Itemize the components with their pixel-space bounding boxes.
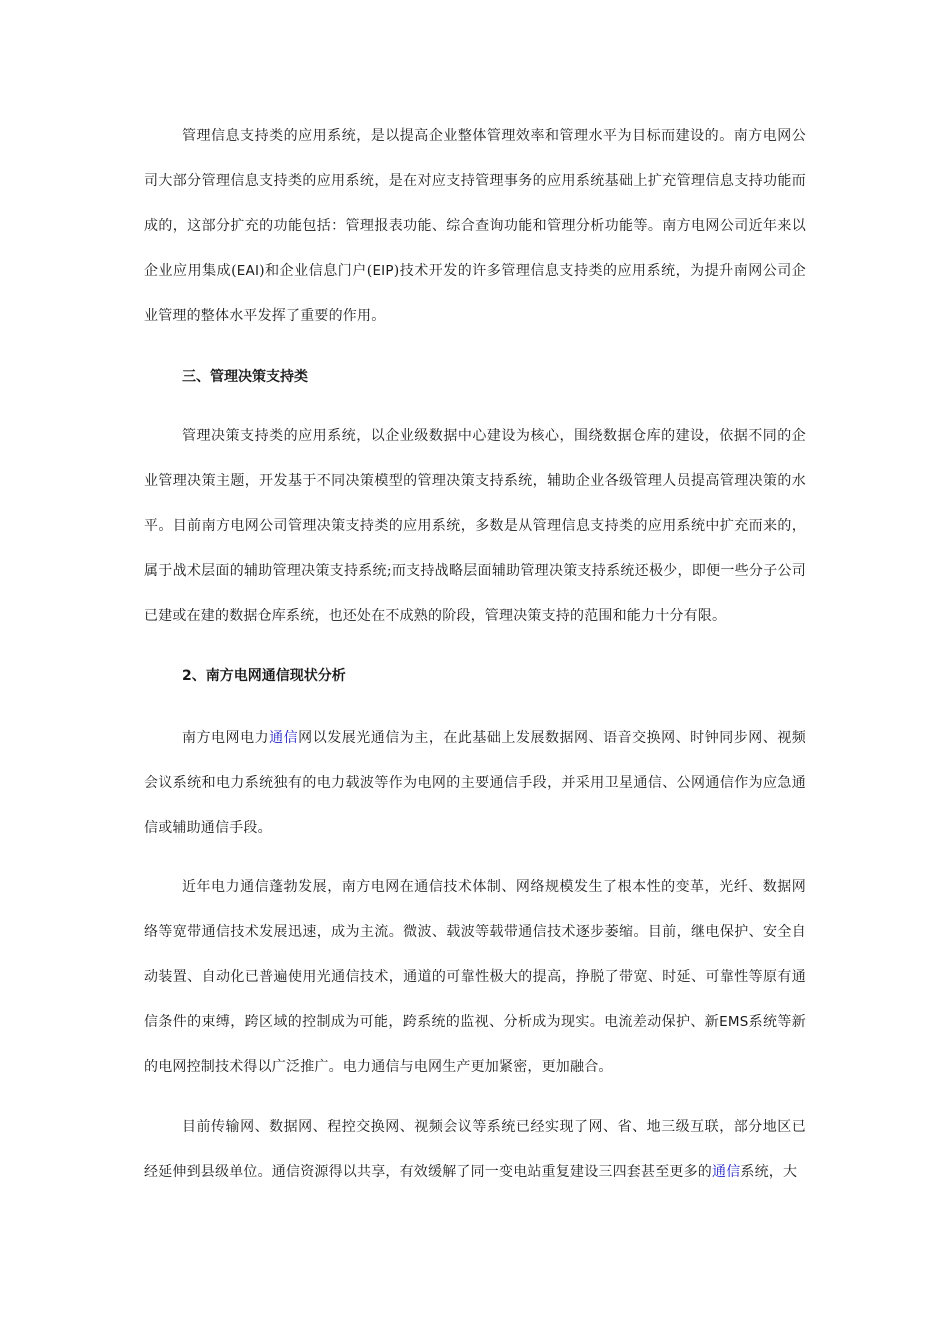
paragraph-text: 近年电力通信蓬勃发展，南方电网在通信技术体制、网络规模发生了根本性的变革，光纤、数据网络等宽带通信技术发展迅速，成为主流。微波、载波等载带通信技术逐步萎缩。目前，继电保护、安全自动装置、自动化已普遍使用光通信技术，通道的可靠性极大的提高，挣脱了带宽、时延、可靠性等原有通信条件的束缚，跨区域的控制成为可能，跨系统的监视、分析成为现实。电流差动保护、新 bbox=[144, 879, 806, 1030]
paragraph-text: )和企业信息门户( bbox=[259, 263, 373, 279]
paragraph-communication-development bbox=[144, 865, 806, 1090]
section-heading-communication-analysis: 2、南方电网通信现状分析 bbox=[182, 668, 346, 684]
section-heading-decision-support: 三、管理决策支持类 bbox=[182, 369, 308, 385]
paragraph-text: 系统等新的电网控制技术得以广泛推广。电力通信与电网生产更加紧密，更加融合。 bbox=[144, 1014, 806, 1075]
paragraph-text: 网以发展光通信为主，在此基础上发展数据网、语音交换网、时钟同步网、视频会议系统和电力系统独有的电力载波等作为电网的主要通信手段，并采用卫星通信、公网通信作为应急通信或辅助通信手段。 bbox=[144, 730, 807, 836]
paragraph-text: 目前传输网、数据网、程控交换网、视频会议等系统已经实现了网、省、地三级互联，部分地区已经延伸到县级单位。通信资源得以共享，有效缓解了同一变电站重复建设三四套甚至更多的 bbox=[144, 1119, 806, 1180]
term-ems: EMS bbox=[719, 1014, 749, 1030]
paragraph-interconnection bbox=[144, 1105, 806, 1195]
paragraph-text: 南方电网电力 bbox=[182, 730, 270, 746]
paragraph-text: 系统，大 bbox=[740, 1164, 798, 1180]
paragraph-management-info-support bbox=[144, 114, 806, 339]
paragraph-communication-network bbox=[144, 716, 806, 851]
term-eai: EAI bbox=[236, 263, 260, 279]
paragraph-text: 管理信息支持类的应用系统，是以提高企业整体管理效率和管理水平为目标而建设的。南方电网公司大部分管理信息支持类的应用系统，是在对应支持管理事务的应用系统基础上扩充管理信息支持功能而成的，这部分扩充的功能包括：管理报表功能、综合查询功能和管理分析功能等。南方电网公司近年来以企业应用集成( bbox=[144, 128, 806, 279]
paragraph-decision-support: 管理决策支持类的应用系统，以企业级数据中心建设为核心，围绕数据仓库的建设，依据不同的企业管理决策主题，开发基于不同决策模型的管理决策支持系统，辅助企业各级管理人员提高管理决策的水平。目前南方电网公司管理决策支持类的应用系统，多数是从管理信息支持类的应用系统中扩充而来的，属于战术层面的辅助管理决策支持系统;而支持战略层面辅助管理决策支持系统还极少，即便一些分子公司已建或在建的数据仓库系统，也还处在不成熟的阶段，管理决策支持的范围和能力十分有限。 bbox=[144, 428, 806, 624]
paragraph-text: )技术开发的许多管理信息支持类的应用系统，为提升南网公司企业管理的整体水平发挥了重要的作用。 bbox=[144, 263, 806, 324]
term-eip: EIP bbox=[372, 263, 394, 279]
link-communication[interactable]: 通信 bbox=[269, 730, 299, 746]
link-communication-system[interactable]: 通信 bbox=[712, 1164, 741, 1180]
